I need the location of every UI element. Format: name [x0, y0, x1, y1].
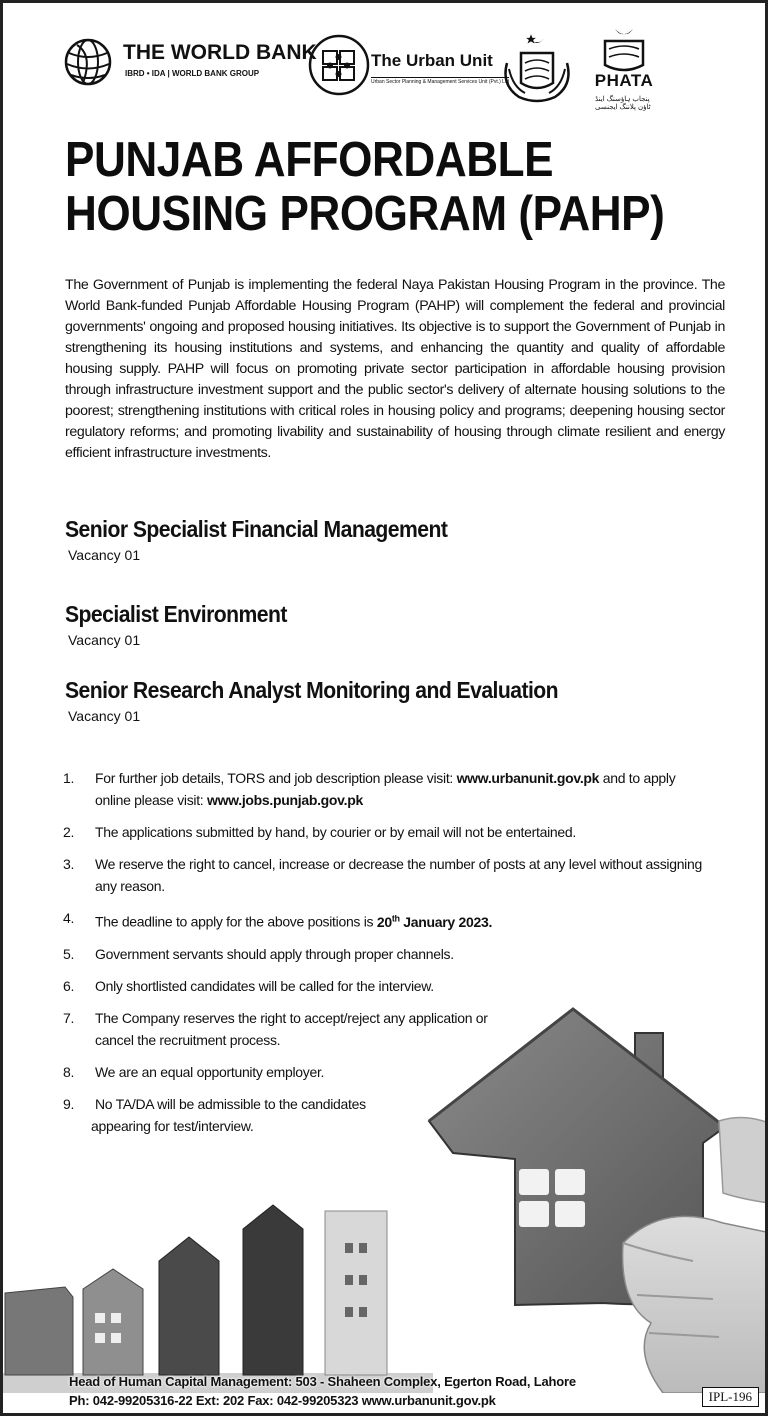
phata-name: PHATA	[594, 71, 654, 90]
list-item: 8. We are an equal opportunity employer.	[63, 1063, 325, 1080]
position-vacancy: Vacancy 01	[68, 547, 141, 563]
position-vacancy: Vacancy 01	[68, 708, 141, 724]
urban-unit-subtitle: Urban Sector Planning & Management Services Unit (Pvt.) Ltd	[371, 79, 510, 85]
position-title: Senior Specialist Financial Management	[65, 516, 448, 542]
list-item: 9. No TA/DA will be admissible to the candidates appearing for test/interview.	[63, 1095, 366, 1134]
puzzle-icon	[307, 33, 371, 97]
ad-reference-code: IPL-196	[702, 1387, 759, 1407]
urbanunit-link[interactable]: www.urbanunit.gov.pk	[456, 770, 600, 786]
page-title	[65, 133, 713, 241]
jobs-punjab-link[interactable]: www.jobs.punjab.gov.pk	[207, 792, 363, 808]
world-bank-subtitle: IBRD • IDA | WORLD BANK GROUP	[125, 69, 260, 78]
phata-emblem-icon	[589, 27, 659, 73]
list-item: 5. Government servants should apply through proper channels.	[63, 945, 454, 962]
position-title: Senior Research Analyst Monitoring and Evaluation	[65, 677, 559, 703]
footer-address: Head of Human Capital Management: 503 - Shaheen Complex, Egerton Road, Lahore	[69, 1374, 576, 1389]
wooden-blocks-illustration	[3, 1193, 433, 1393]
world-bank-name: THE WORLD BANK	[123, 41, 317, 64]
title-line-2: HOUSING PROGRAM (PAHP)	[65, 187, 665, 241]
phata-urdu-name: پنجاب ہاؤسنگ اینڈ ٹاؤن پلاننگ ایجنسی	[595, 96, 651, 111]
logo-bar	[59, 27, 735, 111]
list-item: 1. For further job details, TORS and job description please visit: www.urbanunit.gov.pk and to apply online please visit: www.jobs.punjab.gov.pk	[63, 770, 676, 808]
globe-icon	[63, 37, 113, 87]
list-item: 6. Only shortlisted candidates will be called for the interview.	[63, 977, 434, 994]
intro-paragraph: The Government of Punjab is implementing the federal Naya Pakistan Housing Program in the province. The World Bank-funded Punjab Affordable Housing Program (PAHP) will complement the federal and provincial governments' ongoing and proposed housing initiatives. Its objective is to support the Government of Punjab in strengthening its housing institutions and systems, and enhancing the quantity and quality of affordable housing supply. PAHP will focus on promoting private sector participation in affordable housing provision through infrastructure investment support and the public sector's delivery of alternate housing solutions to the poorest; strengthening institutions with critical roles in housing policy and programs; deepening housing sector regulatory reforms; and promoting livability and sustainability of housing through climate resilient and energy efficient infrastructure investments.	[65, 277, 725, 461]
list-item: 2. The applications submitted by hand, by courier or by email will not be entertained.	[63, 824, 576, 840]
position-block	[65, 516, 481, 563]
position-vacancy: Vacancy 01	[68, 632, 141, 648]
urban-unit-name: The Urban Unit	[371, 51, 493, 70]
position-block	[65, 677, 601, 724]
title-line-1: PUNJAB AFFORDABLE	[65, 133, 554, 187]
wooden-house-illustration	[423, 1003, 768, 1393]
list-item: 7. The Company reserves the right to accept/reject any application or cancel the recruitment process.	[63, 1009, 488, 1048]
government-of-punjab-emblem	[499, 33, 575, 105]
position-title: Specialist Environment	[65, 601, 287, 627]
position-block	[65, 601, 306, 648]
list-item: 3. We reserve the right to cancel, increase or decrease the number of posts at any level without assigning any reason.	[63, 856, 702, 894]
deadline-date: 20th January 2023.	[376, 913, 493, 930]
contact-footer	[69, 1372, 576, 1410]
footer-contact: Ph: 042-99205316-22 Ext: 202 Fax: 042-99205323 www.urbanunit.gov.pk	[69, 1393, 496, 1408]
list-item: 4. The deadline to apply for the above positions is 20th January 2023.	[63, 910, 493, 930]
phata-logo	[589, 27, 659, 111]
